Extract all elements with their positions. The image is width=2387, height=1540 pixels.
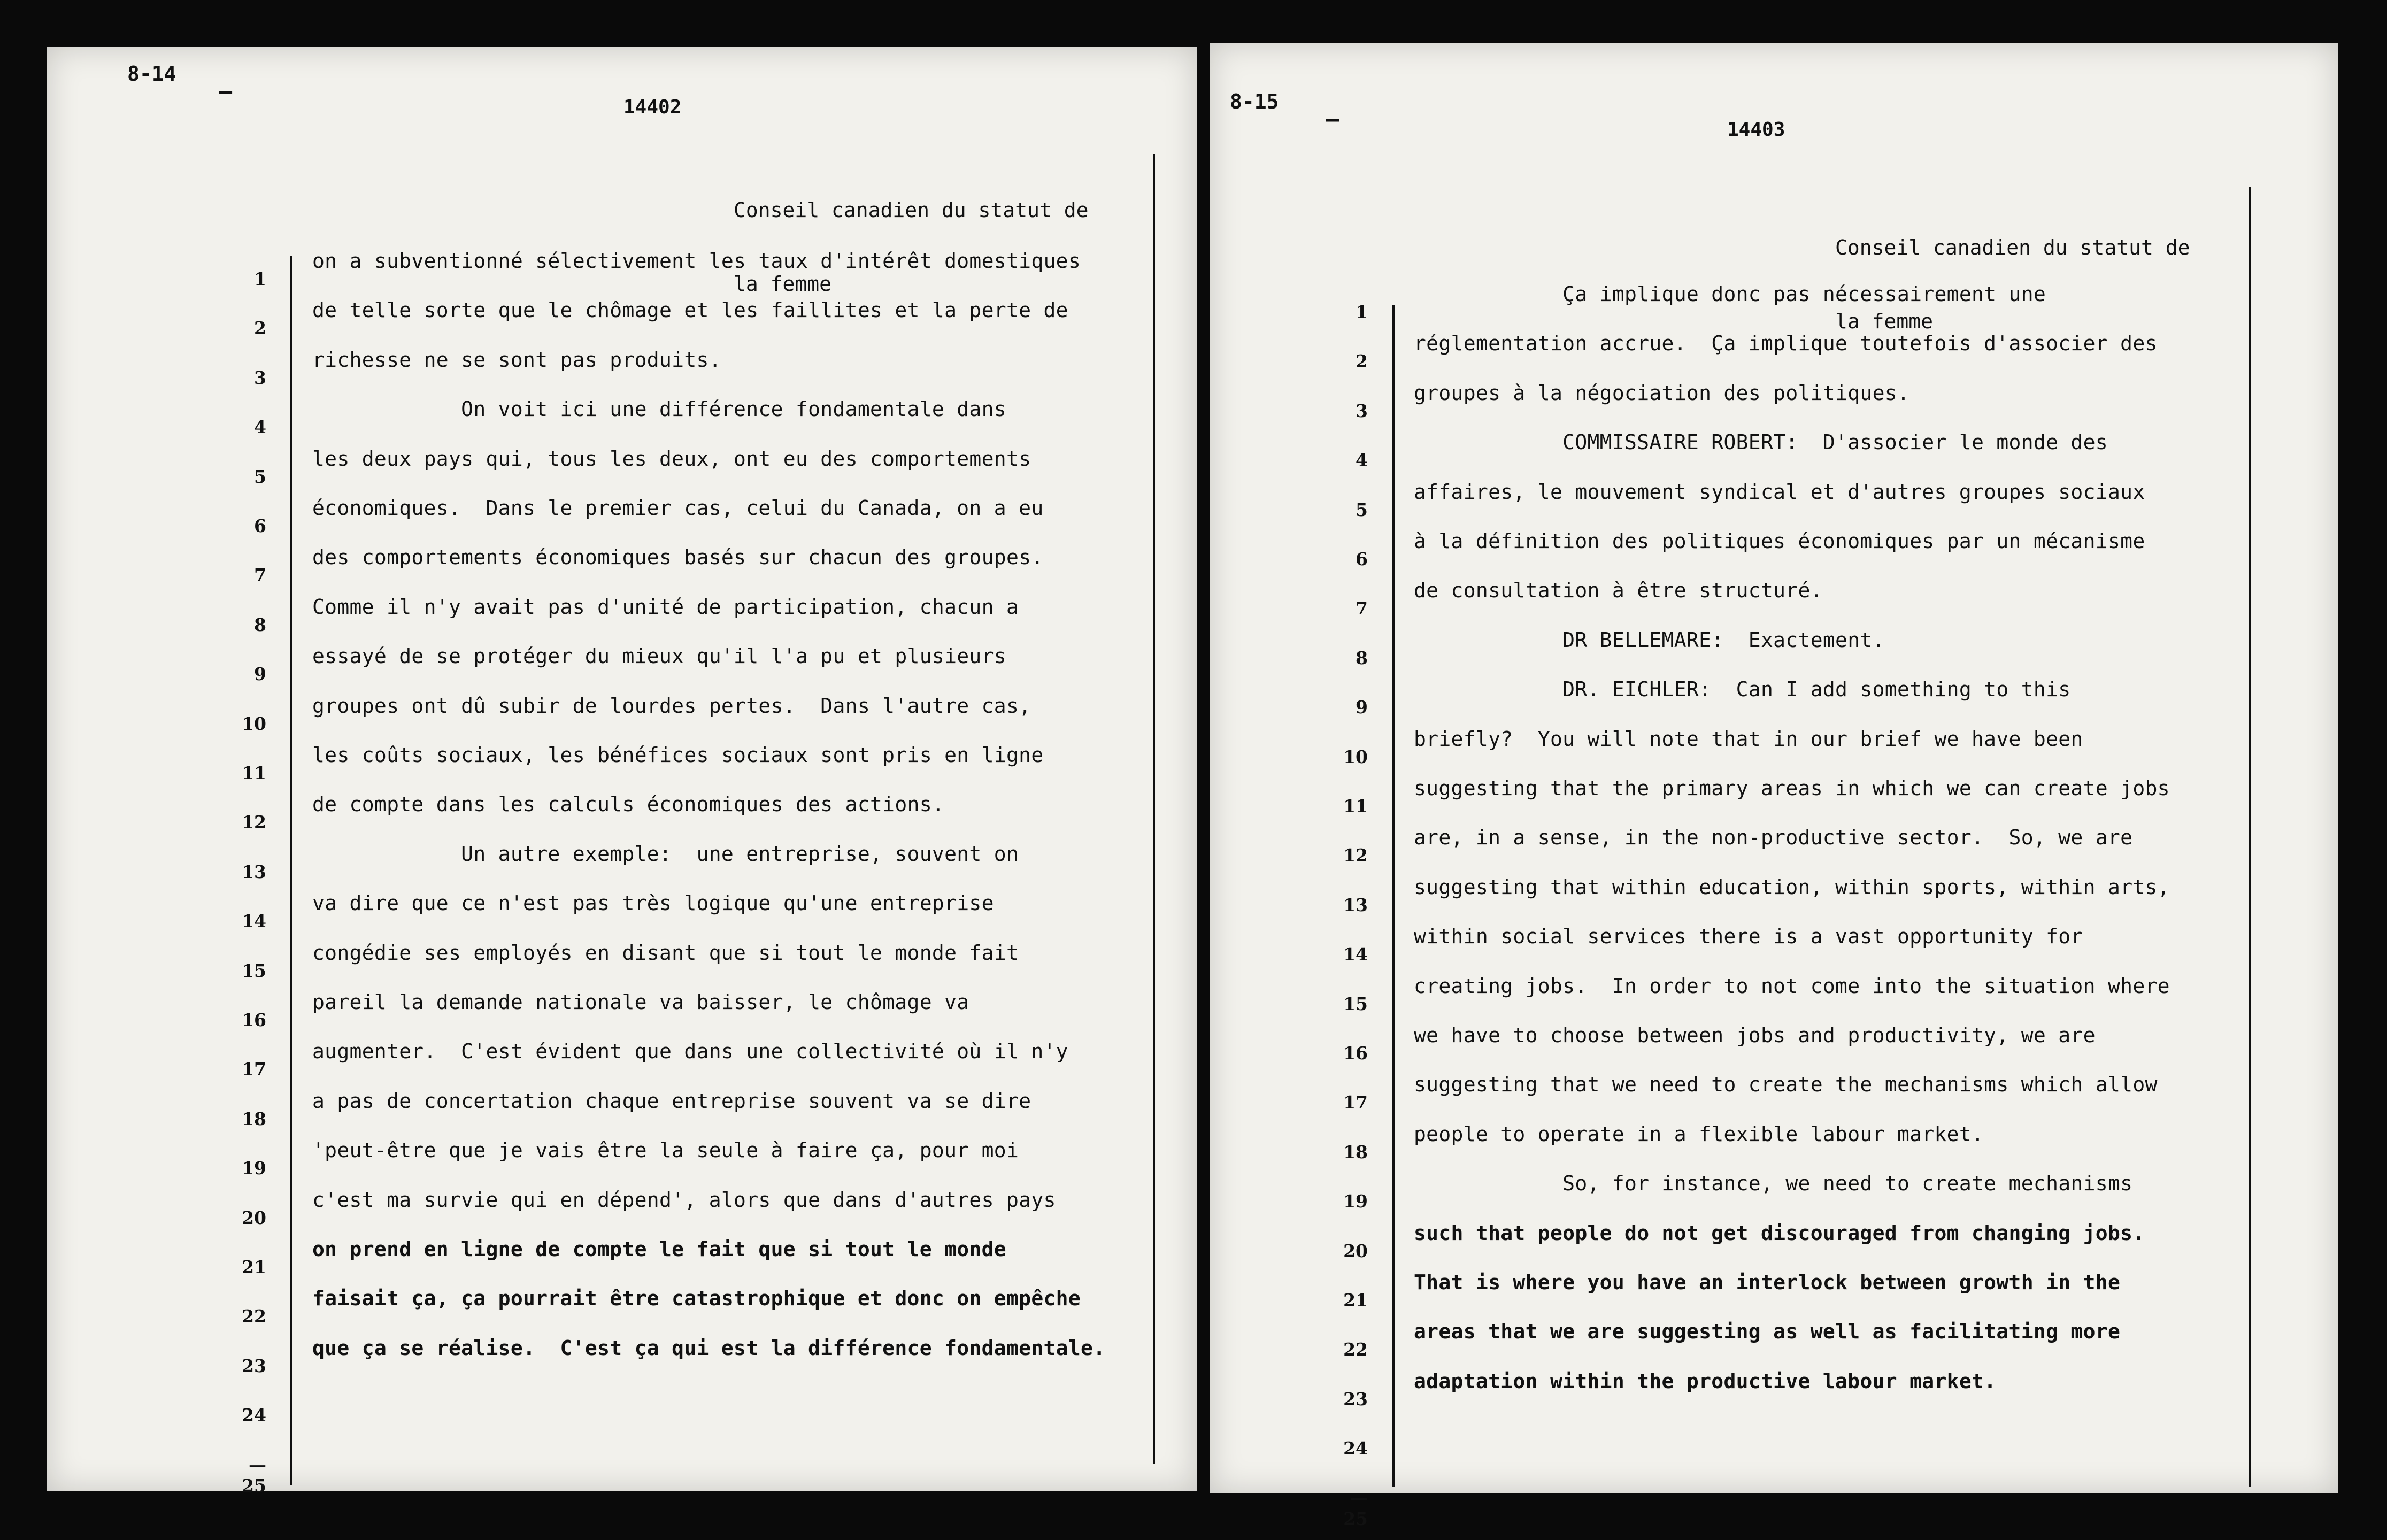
line-number: 14 <box>1343 944 1368 965</box>
line-number: 9 <box>1356 697 1368 718</box>
line-text: on prend en ligne de compte le fait que si tout le monde <box>312 1237 1006 1261</box>
right-margin-rule <box>2249 187 2251 1487</box>
line-number: 22 <box>1343 1339 1368 1360</box>
line-number: 6 <box>1356 549 1368 569</box>
line-text: adaptation within the productive labour market. <box>1414 1369 1997 1393</box>
line-number: 5 <box>254 466 266 487</box>
line-text: affaires, le mouvement syndical et d'autres groupes sociaux <box>1414 480 2145 504</box>
line-text: faisait ça, ça pourrait être catastrophique et donc on empêche <box>312 1287 1081 1311</box>
line-text: congédie ses employés en disant que si tout le monde fait <box>312 941 1019 965</box>
line-number: 3 <box>1356 400 1368 421</box>
margin-dash: – <box>219 79 233 104</box>
left-margin-rule <box>1392 305 1395 1487</box>
line-text: DR. EICHLER: Can I add something to this <box>1414 677 2071 702</box>
line-number: 7 <box>254 565 266 586</box>
line-number: 17 <box>242 1059 266 1080</box>
line-number: 17 <box>1343 1092 1368 1113</box>
line-number: 12 <box>1343 845 1368 866</box>
right-transcript-page <box>1210 43 2338 1529</box>
line-text: c'est ma survie qui en dépend', alors que dans d'autres pays <box>312 1188 1056 1212</box>
line-text: pareil la demande nationale va baisser, le chômage va <box>312 990 969 1014</box>
line-number: 1 <box>254 268 266 289</box>
margin-dash: – <box>1326 107 1339 132</box>
line-text: Comme il n'y avait pas d'unité de participation, chacun a <box>312 595 1019 619</box>
line-text: COMMISSAIRE ROBERT: D'associer le monde des <box>1414 430 2108 455</box>
line-text: de telle sorte que le chômage et les faillites et la perte de <box>312 298 1068 322</box>
line-number: 2 <box>1356 351 1368 372</box>
line-text: les deux pays qui, tous les deux, ont eu des comportements <box>312 446 1031 471</box>
line-text: On voit ici une différence fondamentale dans <box>312 397 1006 421</box>
line-number: 13 <box>1343 894 1368 915</box>
line-number: 13 <box>242 861 266 882</box>
line-text: des comportements économiques basés sur chacun des groupes. <box>312 545 1044 569</box>
line-number: 19 <box>1343 1191 1368 1212</box>
line-number: 5 <box>1356 499 1368 520</box>
line-text: people to operate in a flexible labour market. <box>1414 1122 1984 1146</box>
line-text: So, for instance, we need to create mechanisms <box>1414 1172 2133 1196</box>
line-text: within social services there is a vast opportunity for <box>1414 925 2083 949</box>
line-number: 10 <box>242 713 266 734</box>
line-text: suggesting that within education, within sports, within arts, <box>1414 875 2170 899</box>
header-line-2: la femme <box>1835 310 1934 333</box>
line-text: essayé de se protéger du mieux qu'il l'a pu et plusieurs <box>312 644 1006 668</box>
line-number: 9 <box>254 664 266 685</box>
line-number: 6 <box>254 515 266 536</box>
line-text: richesse ne se sont pas produits. <box>312 348 721 372</box>
line-text: are, in a sense, in the non-productive sector. So, we are <box>1414 826 2133 850</box>
line-number: 20 <box>1343 1240 1368 1261</box>
line-number: 24 <box>1343 1438 1368 1459</box>
right-margin-rule <box>1153 154 1155 1464</box>
line-number: 19 <box>242 1158 266 1179</box>
line-number: 11 <box>1343 796 1368 817</box>
line-number: 18 <box>242 1108 266 1129</box>
line-text: DR BELLEMARE: Exactement. <box>1414 628 1885 652</box>
line-number: —25 <box>242 1454 266 1496</box>
line-number: 8 <box>254 614 266 635</box>
line-text: briefly? You will note that in our brief we have been <box>1414 727 2083 751</box>
line-number: —25 <box>1343 1487 1368 1529</box>
line-text: creating jobs. In order to not come into the situation where <box>1414 974 2170 998</box>
line-text: Un autre exemple: une entreprise, souvent on <box>312 842 1019 866</box>
line-number: 1 <box>1356 302 1368 322</box>
line-number: 4 <box>1356 450 1368 471</box>
line-text: That is where you have an interlock between growth in the <box>1414 1270 2121 1294</box>
line-number: 4 <box>254 417 266 438</box>
line-text: on a subventionné sélectivement les taux d'intérêt domestiques <box>312 249 1081 273</box>
line-text: suggesting that we need to create the mechanisms which allow <box>1414 1073 2158 1097</box>
line-text: de consultation à être structuré. <box>1414 579 1823 603</box>
line-text: les coûts sociaux, les bénéfices sociaux sont pris en ligne <box>312 743 1044 767</box>
line-text: we have to choose between jobs and productivity, we are <box>1414 1023 2096 1047</box>
page-number: 14403 <box>1727 119 1785 141</box>
line-number: 3 <box>254 367 266 388</box>
line-number: 23 <box>242 1355 266 1376</box>
line-text: augmenter. C'est évident que dans une collectivité où il n'y <box>312 1040 1068 1064</box>
line-text: a pas de concertation chaque entreprise souvent va se dire <box>312 1089 1031 1113</box>
line-text: 'peut-être que je vais être la seule à faire ça, pour moi <box>312 1138 1019 1162</box>
line-text: such that people do not get discouraged from changing jobs. <box>1414 1221 2145 1245</box>
line-number: 18 <box>1343 1141 1368 1162</box>
line-number: 24 <box>242 1405 266 1426</box>
line-text: groupes ont dû subir de lourdes pertes. Dans l'autre cas, <box>312 694 1031 718</box>
line-text: de compte dans les calculs économiques des actions. <box>312 792 945 817</box>
line-text: que ça se réalise. C'est ça qui est la différence fondamentale. <box>312 1336 1106 1360</box>
line-text: suggesting that the primary areas in which we can create jobs <box>1414 776 2170 800</box>
line-number: 7 <box>1356 598 1368 619</box>
line-text: réglementation accrue. Ça implique toutefois d'associer des <box>1414 332 2158 356</box>
line-number: 12 <box>242 812 266 833</box>
line-text: va dire que ce n'est pas très logique qu'une entreprise <box>312 891 994 915</box>
line-number: 11 <box>242 763 266 783</box>
line-text: à la définition des politiques économiques par un mécanisme <box>1414 529 2145 553</box>
page-reference: 8-15 <box>1230 90 1279 113</box>
line-number: 22 <box>242 1306 266 1327</box>
line-number: 21 <box>1343 1290 1368 1311</box>
line-number: 10 <box>1343 746 1368 767</box>
line-number: 14 <box>242 911 266 932</box>
line-number: 16 <box>1343 1043 1368 1064</box>
line-text: Ça implique donc pas nécessairement une <box>1414 282 2046 306</box>
line-text: groupes à la négociation des politiques. <box>1414 381 1910 405</box>
line-number: 20 <box>242 1207 266 1228</box>
header-line-2: la femme <box>734 272 832 296</box>
line-number: 2 <box>254 318 266 339</box>
line-number: 21 <box>242 1257 266 1277</box>
line-number: 15 <box>1343 993 1368 1014</box>
line-number: 16 <box>242 1010 266 1030</box>
line-text: areas that we are suggesting as well as facilitating more <box>1414 1320 2121 1344</box>
line-number: 15 <box>242 960 266 981</box>
line-number: 23 <box>1343 1388 1368 1410</box>
header-line-1: Conseil canadien du statut de <box>1835 236 2190 259</box>
page-number: 14402 <box>623 96 682 118</box>
page-reference: 8-14 <box>127 62 176 86</box>
line-text: économiques. Dans le premier cas, celui du Canada, on a eu <box>312 496 1044 520</box>
header-line-1: Conseil canadien du statut de <box>734 198 1089 222</box>
left-transcript-page <box>47 47 1197 1496</box>
left-margin-rule <box>290 256 292 1485</box>
line-number: 8 <box>1356 647 1368 668</box>
